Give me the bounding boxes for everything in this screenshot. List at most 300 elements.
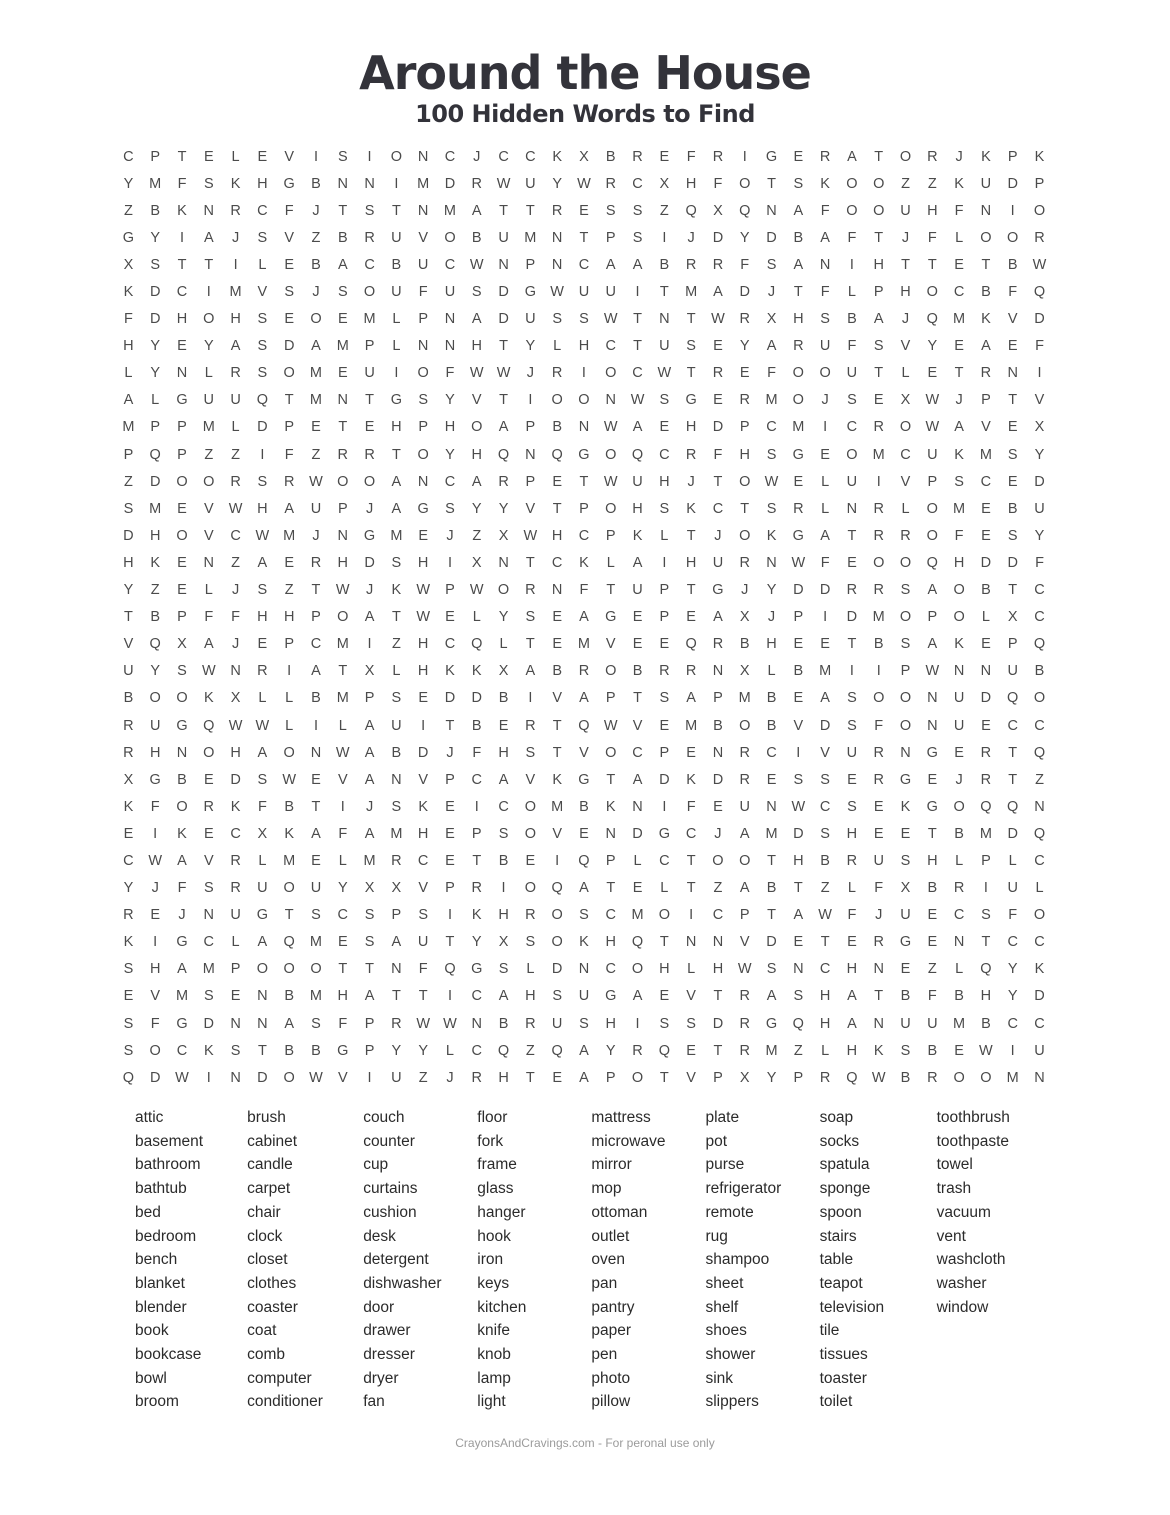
grid-letter: T: [338, 961, 348, 978]
grid-letter: K: [820, 175, 830, 192]
grid-letter: M: [765, 825, 778, 842]
grid-letter: Q: [980, 961, 992, 978]
grid-letter: P: [284, 419, 295, 436]
grid-letter: S: [900, 636, 911, 653]
word-search-grid: [115, 143, 1053, 1091]
grid-letter: W: [737, 961, 752, 978]
grid-letter: U: [1007, 663, 1018, 680]
grid-letter: T: [740, 500, 750, 517]
grid-letter: E: [1007, 338, 1018, 355]
grid-letter: S: [766, 961, 777, 978]
word-list-column: [591, 1106, 705, 1414]
grid-letter: O: [417, 446, 429, 463]
grid-letter: T: [659, 284, 669, 301]
grid-letter: N: [685, 934, 697, 951]
grid-letter: E: [579, 825, 589, 842]
grid-letter: T: [365, 392, 374, 409]
grid-letter: K: [1034, 961, 1045, 978]
grid-letter: E: [793, 934, 804, 951]
grid-letter: L: [553, 338, 562, 355]
grid-letter: G: [176, 1015, 188, 1032]
grid-letter: H: [578, 338, 590, 355]
grid-letter: G: [176, 717, 188, 734]
grid-letter: L: [338, 717, 347, 734]
grid-letter: N: [578, 419, 590, 436]
grid-letter: O: [899, 148, 912, 165]
grid-letter: W: [550, 284, 564, 301]
grid-letter: X: [1034, 419, 1045, 436]
grid-letter: W: [818, 907, 832, 924]
grid-letter: L: [392, 663, 401, 680]
grid-letter: T: [338, 663, 348, 680]
grid-letter: U: [980, 175, 992, 192]
word-list-item: shower: [705, 1346, 756, 1364]
grid-row: [115, 604, 1053, 631]
grid-letter: Y: [445, 446, 455, 463]
grid-letter: T: [552, 500, 562, 517]
grid-letter: F: [820, 284, 830, 301]
grid-letter: I: [153, 825, 158, 842]
word-list-item: frame: [477, 1156, 517, 1174]
grid-letter: M: [336, 338, 349, 355]
grid-letter: E: [284, 311, 295, 328]
grid-letter: S: [793, 771, 804, 788]
grid-letter: R: [873, 744, 884, 761]
grid-letter: F: [1008, 284, 1018, 301]
grid-letter: O: [605, 744, 617, 761]
grid-letter: C: [123, 852, 134, 869]
grid-letter: L: [231, 148, 240, 165]
grid-letter: I: [849, 256, 854, 273]
grid-letter: B: [311, 256, 321, 273]
grid-letter: E: [659, 419, 670, 436]
grid-letter: P: [793, 1069, 804, 1086]
grid-letter: F: [1035, 338, 1044, 355]
word-list-item: shelf: [705, 1298, 739, 1316]
grid-letter: K: [418, 798, 428, 815]
word-list-column: [477, 1106, 591, 1414]
grid-letter: F: [740, 256, 750, 273]
grid-letter: N: [712, 934, 724, 951]
word-list-item: purse: [705, 1156, 745, 1174]
grid-letter: Z: [418, 1069, 428, 1086]
grid-letter: E: [337, 934, 348, 951]
grid-letter: A: [257, 554, 268, 571]
grid-letter: R: [525, 582, 536, 599]
grid-letter: F: [418, 284, 428, 301]
grid-letter: L: [285, 690, 294, 707]
grid-letter: I: [528, 690, 533, 707]
grid-letter: X: [739, 609, 750, 626]
grid-letter: Q: [685, 202, 697, 219]
grid-letter: E: [203, 771, 214, 788]
grid-letter: H: [417, 825, 429, 842]
grid-letter: T: [445, 934, 455, 951]
grid-letter: U: [257, 880, 268, 897]
grid-letter: U: [739, 798, 750, 815]
grid-letter: J: [312, 527, 320, 544]
grid-letter: I: [1010, 1042, 1015, 1059]
grid-letter: E: [284, 554, 295, 571]
grid-letter: O: [283, 744, 295, 761]
grid-letter: P: [418, 311, 428, 328]
grid-letter: P: [123, 446, 134, 463]
grid-letter: M: [283, 852, 296, 869]
grid-letter: W: [416, 582, 430, 599]
word-list-item: cup: [363, 1156, 389, 1174]
grid-letter: B: [391, 256, 402, 273]
grid-letter: M: [202, 961, 215, 978]
grid-letter: D: [712, 771, 724, 788]
grid-letter: C: [471, 771, 482, 788]
grid-letter: Y: [498, 609, 509, 626]
grid-letter: R: [551, 202, 563, 219]
grid-letter: Q: [471, 636, 483, 653]
word-list-item: sink: [705, 1369, 734, 1387]
grid-letter: R: [712, 365, 724, 382]
grid-letter: S: [391, 798, 402, 815]
grid-letter: B: [311, 175, 321, 192]
grid-letter: W: [603, 473, 618, 490]
grid-letter: M: [443, 202, 456, 219]
grid-letter: D: [819, 582, 831, 599]
grid-letter: S: [552, 311, 562, 328]
grid-letter: B: [927, 1042, 938, 1059]
grid-letter: O: [337, 473, 349, 490]
grid-letter: E: [954, 1042, 964, 1059]
grid-letter: M: [309, 934, 323, 951]
grid-letter: T: [686, 582, 696, 599]
grid-letter: J: [767, 284, 776, 301]
grid-letter: Q: [739, 202, 751, 219]
grid-letter: R: [873, 419, 884, 436]
grid-letter: N: [230, 1015, 241, 1032]
grid-letter: E: [418, 690, 428, 707]
grid-letter: I: [394, 175, 399, 192]
grid-letter: K: [445, 663, 455, 680]
grid-letter: O: [899, 717, 912, 734]
grid-letter: H: [927, 852, 938, 869]
grid-letter: A: [471, 202, 482, 219]
grid-letter: U: [551, 1015, 563, 1032]
grid-letter: U: [953, 690, 965, 707]
grid-letter: T: [472, 852, 482, 869]
grid-letter: H: [337, 988, 349, 1005]
grid-letter: K: [552, 771, 562, 788]
grid-letter: S: [686, 1015, 696, 1032]
grid-letter: Z: [901, 175, 910, 192]
grid-letter: W: [496, 365, 511, 382]
grid-letter: E: [257, 148, 268, 165]
grid-letter: C: [471, 1042, 482, 1059]
grid-letter: D: [659, 771, 670, 788]
grid-letter: I: [849, 663, 854, 680]
word-list-item: brush: [247, 1109, 286, 1126]
grid-letter: R: [498, 473, 509, 490]
grid-letter: G: [605, 988, 617, 1005]
grid-letter: G: [765, 148, 778, 165]
grid-letter: A: [739, 880, 750, 897]
grid-letter: J: [526, 365, 534, 382]
grid-letter: H: [927, 202, 938, 219]
grid-letter: O: [176, 473, 188, 490]
grid-letter: H: [471, 338, 482, 355]
grid-letter: A: [230, 338, 241, 355]
grid-letter: H: [257, 609, 268, 626]
grid-letter: H: [685, 175, 697, 192]
word-list-item: rug: [705, 1227, 728, 1245]
grid-letter: G: [283, 175, 295, 192]
grid-letter: F: [820, 554, 830, 571]
grid-letter: S: [579, 311, 589, 328]
grid-letter: N: [605, 825, 616, 842]
grid-letter: F: [204, 609, 214, 626]
grid-letter: H: [846, 961, 858, 978]
grid-letter: S: [659, 500, 670, 517]
grid-letter: J: [178, 907, 186, 924]
grid-letter: S: [847, 798, 857, 815]
grid-letter: D: [444, 690, 456, 707]
grid-letter: C: [712, 907, 724, 924]
grid-letter: O: [551, 934, 563, 951]
grid-letter: Y: [552, 175, 562, 192]
grid-letter: L: [338, 852, 347, 869]
grid-row: [115, 956, 1053, 983]
grid-letter: S: [418, 392, 428, 409]
grid-letter: S: [123, 1015, 134, 1032]
word-list-item: counter: [363, 1132, 415, 1150]
grid-row: [115, 875, 1053, 902]
grid-letter: R: [123, 907, 134, 924]
grid-letter: R: [203, 798, 215, 815]
grid-letter: Y: [1007, 961, 1018, 978]
grid-letter: G: [765, 1015, 778, 1032]
grid-letter: C: [498, 148, 509, 165]
grid-letter: U: [632, 473, 643, 490]
word-list-item: blender: [135, 1298, 187, 1316]
grid-letter: Z: [927, 961, 937, 978]
grid-letter: O: [899, 419, 912, 436]
grid-letter: I: [581, 365, 586, 382]
grid-letter: B: [552, 419, 562, 436]
word-list-item: comb: [247, 1346, 286, 1364]
grid-letter: U: [578, 284, 590, 301]
grid-letter: Q: [283, 934, 295, 951]
grid-letter: A: [498, 419, 509, 436]
grid-letter: H: [712, 961, 724, 978]
grid-letter: R: [230, 473, 241, 490]
grid-letter: R: [364, 229, 375, 246]
grid-letter: B: [123, 690, 134, 707]
word-list-item: ottoman: [591, 1203, 648, 1221]
grid-letter: N: [364, 175, 375, 192]
grid-letter: E: [766, 771, 777, 788]
grid-letter: C: [230, 527, 241, 544]
grid-letter: S: [820, 311, 830, 328]
grid-letter: B: [498, 852, 509, 869]
grid-letter: E: [150, 907, 161, 924]
grid-letter: R: [685, 256, 697, 273]
grid-letter: H: [659, 473, 670, 490]
grid-letter: U: [498, 229, 509, 246]
grid-letter: O: [792, 392, 804, 409]
grid-letter: E: [900, 825, 911, 842]
grid-letter: T: [874, 988, 884, 1005]
grid-letter: S: [632, 202, 643, 219]
grid-letter: E: [364, 419, 375, 436]
grid-letter: F: [231, 609, 241, 626]
grid-letter: A: [311, 338, 321, 355]
grid-letter: F: [338, 1015, 348, 1032]
grid-letter: Q: [256, 392, 269, 409]
grid-letter: D: [712, 1015, 724, 1032]
grid-letter: Y: [150, 663, 161, 680]
grid-letter: U: [846, 365, 858, 382]
grid-letter: S: [230, 1042, 241, 1059]
grid-letter: J: [901, 229, 910, 246]
grid-letter: N: [176, 365, 188, 382]
grid-letter: T: [767, 852, 776, 869]
grid-row: [115, 983, 1053, 1010]
grid-letter: A: [927, 636, 938, 653]
grid-letter: N: [712, 744, 724, 761]
grid-letter: L: [955, 852, 964, 869]
grid-letter: Z: [391, 636, 401, 653]
grid-letter: N: [1034, 1069, 1045, 1086]
word-list-item: toothbrush: [936, 1109, 1010, 1126]
grid-letter: N: [471, 1015, 482, 1032]
grid-letter: B: [1007, 256, 1018, 273]
grid-letter: M: [872, 446, 885, 463]
grid-letter: C: [444, 148, 456, 165]
grid-letter: O: [149, 1042, 161, 1059]
grid-letter: H: [819, 988, 831, 1005]
grid-letter: C: [980, 473, 992, 490]
word-list-item: conditioner: [247, 1393, 323, 1411]
grid-letter: S: [150, 256, 161, 273]
grid-letter: M: [685, 717, 698, 734]
grid-letter: D: [498, 284, 509, 301]
grid-letter: C: [1034, 717, 1045, 734]
grid-letter: A: [364, 988, 375, 1005]
grid-letter: N: [953, 663, 965, 680]
grid-letter: A: [954, 419, 964, 436]
grid-letter: O: [176, 527, 188, 544]
grid-row: [115, 631, 1053, 658]
word-list-item: sheet: [705, 1274, 744, 1292]
grid-letter: N: [417, 148, 429, 165]
grid-letter: E: [981, 527, 991, 544]
word-list-item: bowl: [135, 1369, 167, 1387]
grid-letter: H: [176, 311, 188, 328]
grid-letter: N: [310, 744, 322, 761]
grid-letter: O: [926, 500, 938, 517]
grid-letter: N: [551, 256, 563, 273]
grid-letter: C: [203, 934, 215, 951]
grid-letter: R: [980, 771, 992, 788]
grid-letter: E: [311, 419, 321, 436]
grid-letter: E: [900, 961, 911, 978]
word-list-column: [363, 1106, 477, 1414]
grid-letter: B: [981, 582, 991, 599]
grid-letter: O: [899, 554, 912, 571]
grid-letter: A: [471, 311, 482, 328]
grid-letter: Q: [551, 446, 563, 463]
grid-letter: F: [927, 229, 937, 246]
grid-letter: Z: [793, 1042, 803, 1059]
grid-letter: O: [497, 582, 510, 599]
grid-letter: H: [685, 554, 697, 571]
word-list-item: washcloth: [936, 1251, 1006, 1269]
grid-row: [115, 820, 1053, 847]
grid-letter: T: [338, 419, 348, 436]
grid-letter: H: [685, 419, 697, 436]
grid-letter: E: [177, 500, 187, 517]
grid-letter: E: [177, 554, 187, 571]
grid-letter: L: [606, 554, 615, 571]
grid-letter: R: [712, 148, 724, 165]
grid-letter: B: [659, 256, 670, 273]
word-list-item: coaster: [247, 1298, 298, 1316]
grid-letter: P: [364, 1015, 375, 1032]
grid-letter: M: [283, 527, 296, 544]
grid-letter: X: [230, 690, 241, 707]
grid-letter: E: [873, 392, 884, 409]
grid-letter: Z: [659, 202, 669, 219]
grid-letter: S: [257, 311, 268, 328]
grid-letter: D: [149, 1069, 161, 1086]
grid-letter: I: [394, 365, 399, 382]
grid-letter: A: [820, 527, 830, 544]
grid-letter: C: [578, 527, 590, 544]
grid-letter: R: [659, 663, 670, 680]
grid-letter: W: [443, 1015, 457, 1032]
grid-row: [115, 712, 1053, 739]
grid-letter: Y: [123, 880, 134, 897]
grid-letter: U: [819, 338, 831, 355]
grid-letter: T: [633, 690, 642, 707]
grid-letter: I: [501, 880, 506, 897]
grid-letter: Q: [497, 1042, 510, 1059]
grid-letter: F: [820, 202, 830, 219]
grid-letter: W: [925, 663, 940, 680]
grid-letter: E: [552, 1069, 562, 1086]
grid-letter: X: [739, 663, 750, 680]
grid-letter: T: [525, 554, 535, 571]
grid-letter: I: [662, 229, 667, 246]
grid-letter: S: [766, 256, 777, 273]
grid-letter: S: [632, 229, 643, 246]
grid-letter: P: [1034, 175, 1045, 192]
grid-letter: J: [955, 771, 963, 788]
grid-letter: T: [686, 365, 696, 382]
grid-letter: O: [310, 311, 322, 328]
grid-letter: O: [899, 690, 912, 707]
grid-letter: R: [230, 880, 241, 897]
grid-letter: G: [417, 500, 429, 517]
grid-letter: P: [364, 338, 375, 355]
grid-letter: O: [363, 284, 376, 301]
grid-letter: D: [149, 311, 161, 328]
grid-letter: C: [1034, 609, 1045, 626]
grid-letter: C: [953, 907, 965, 924]
grid-letter: C: [1034, 934, 1045, 951]
word-list-item: bedroom: [135, 1227, 197, 1245]
word-list-item: stairs: [819, 1227, 857, 1245]
word-list-item: bathtub: [135, 1180, 187, 1198]
grid-letter: F: [284, 202, 294, 219]
grid-letter: V: [203, 527, 214, 544]
